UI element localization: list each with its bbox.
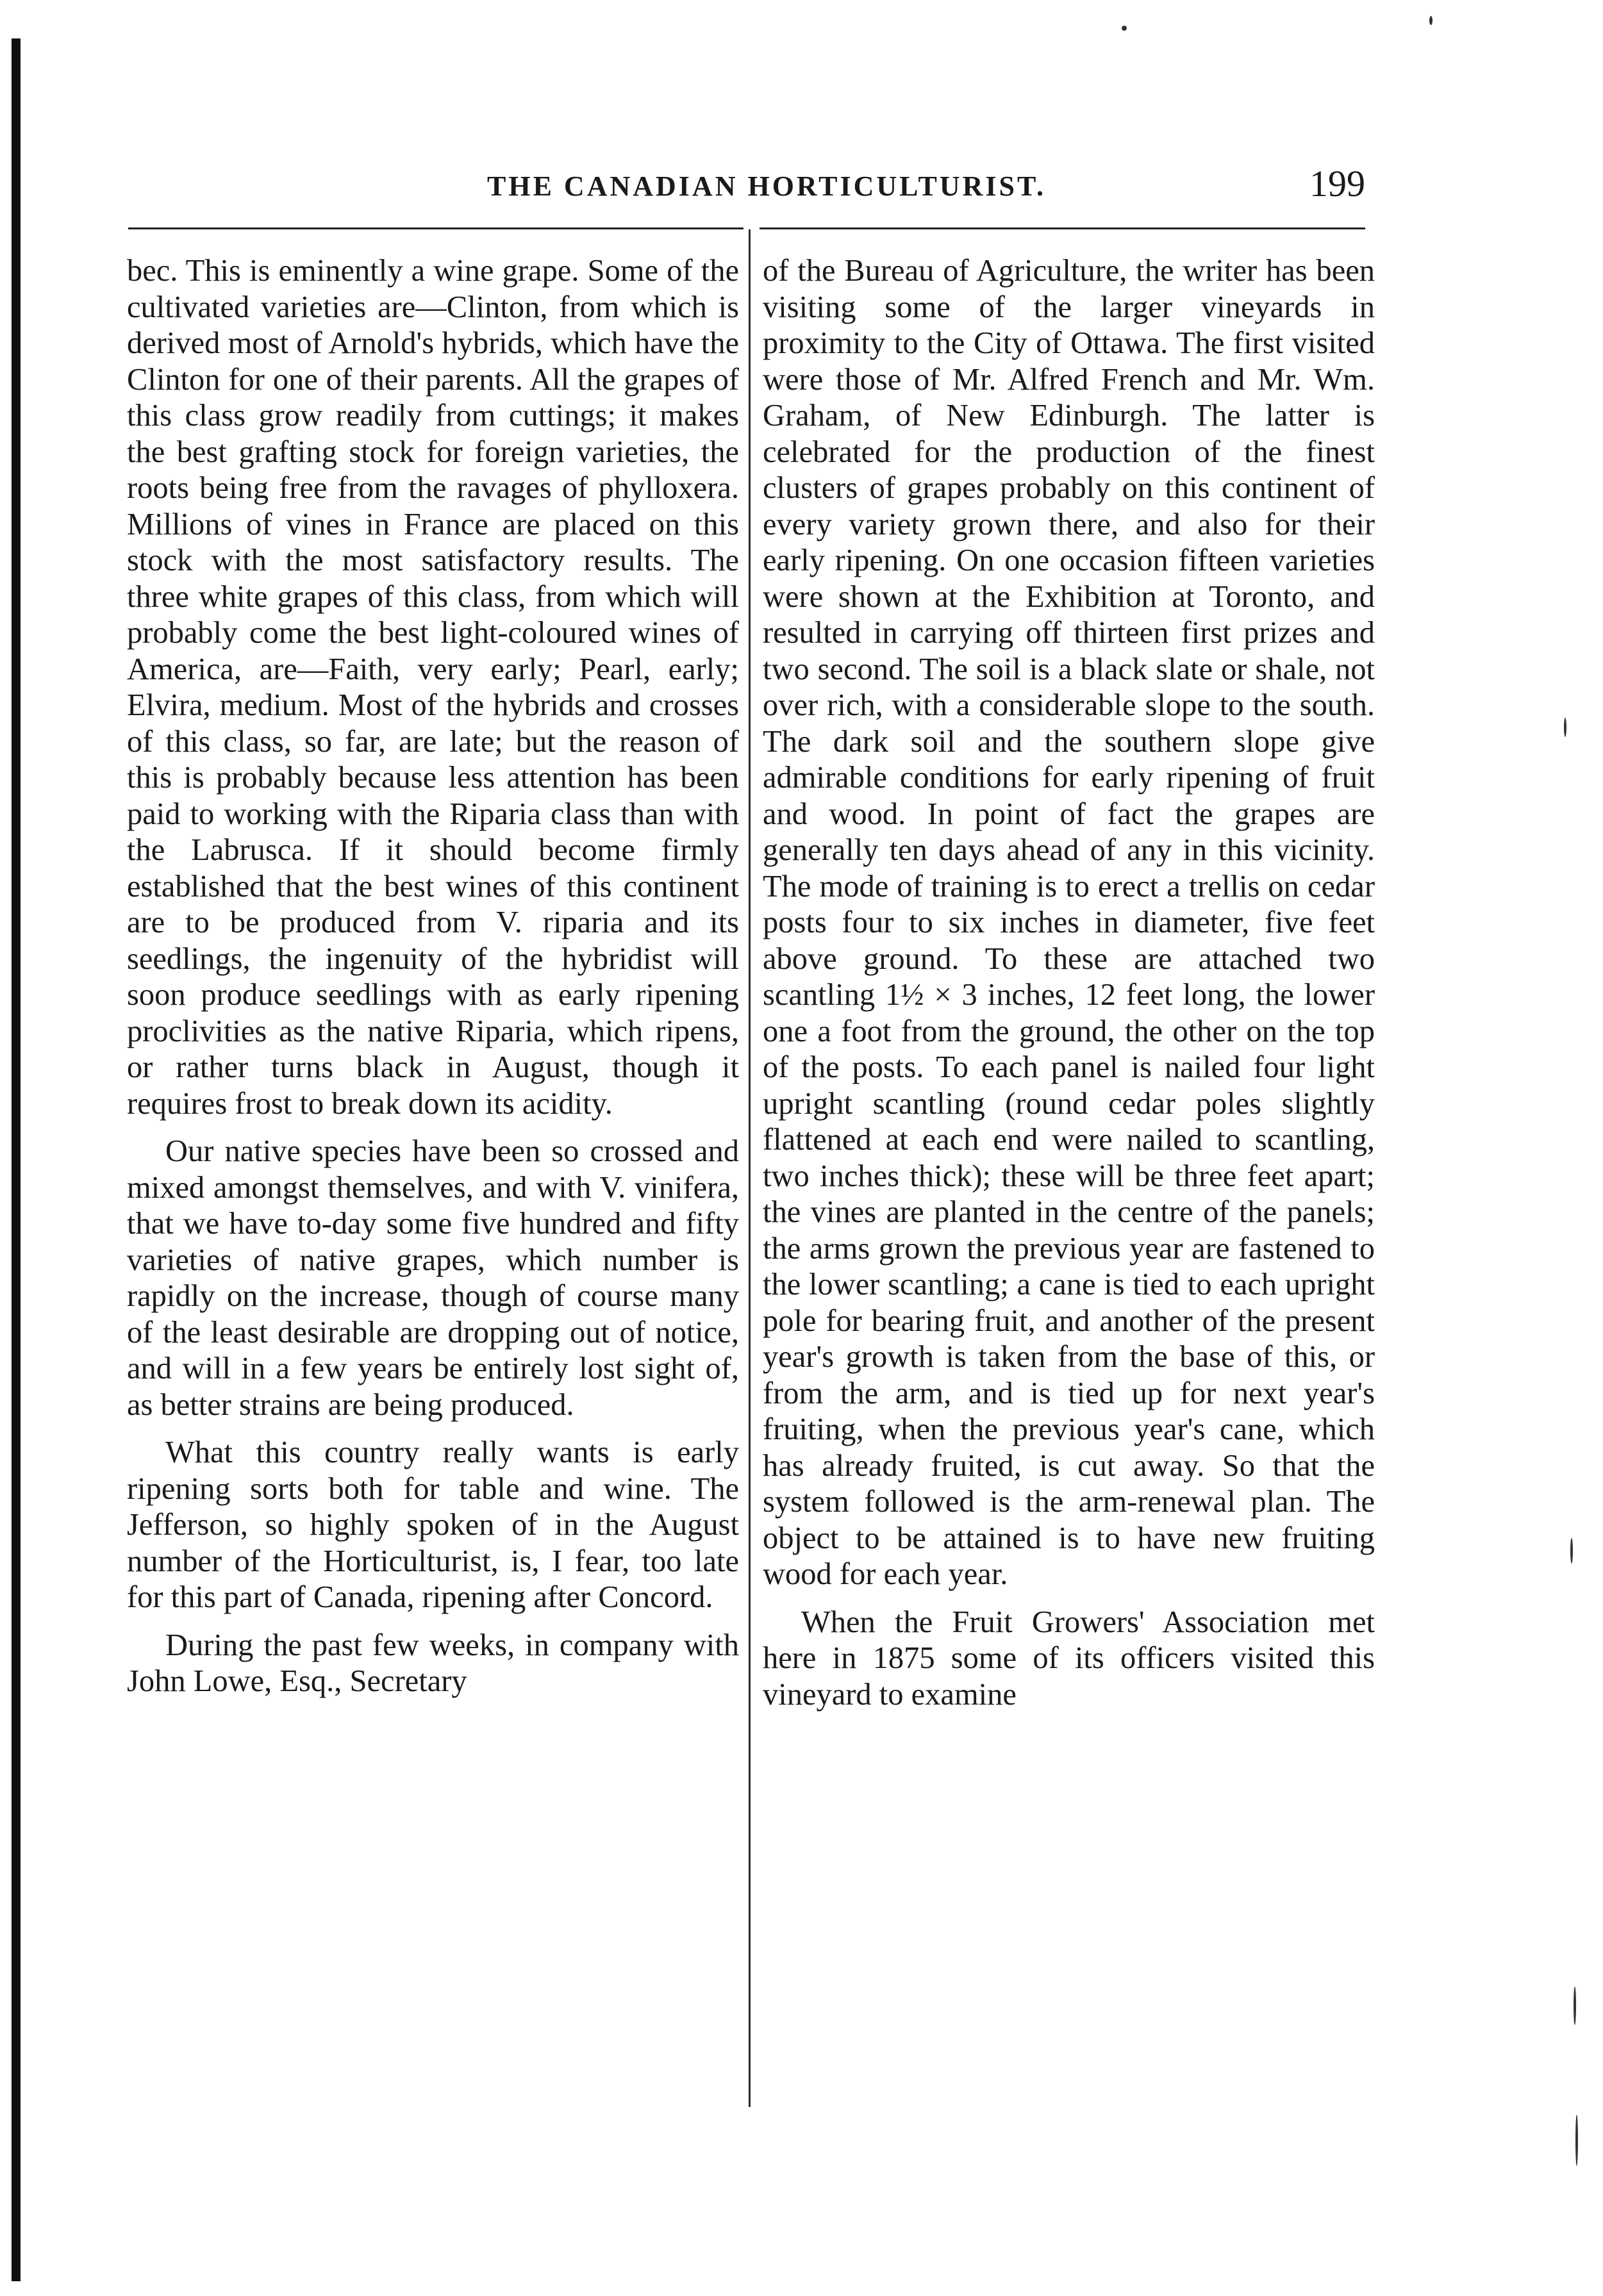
header-rule-left xyxy=(128,227,743,229)
page-number: 199 xyxy=(1309,163,1365,204)
header-rule-right xyxy=(760,227,1365,229)
page-header xyxy=(128,163,1372,215)
binding-edge xyxy=(12,38,21,2281)
column-divider xyxy=(749,229,751,2107)
paragraph: When the Fruit Growers' Association met here in 1875 some of its officers visited this vineyard to examine xyxy=(763,1605,1375,1712)
paragraph: What this country really wants is early ripening sorts both for table and wine. The Jefferson, so highly spoken of in the August number of the Horticulturist, is, I fear, too late for this part of Canada, ripening after Concord. xyxy=(127,1435,739,1614)
paragraph: Our native species have been so crossed and mixed amongst themselves, and with V. vinifera, that we have to-day some five hundred and fifty varieties of native grapes, which number is rapidly on the increase, though of course many of the least desirable are dropping out of notice, and will in a few years be entirely lost sight of, as better strains are being produced. xyxy=(127,1134,739,1422)
left-column xyxy=(127,253,739,1700)
right-column xyxy=(763,253,1375,1713)
paragraph: During the past few weeks, in company with John Lowe, Esq., Secretary xyxy=(127,1628,739,1698)
running-head: THE CANADIAN HORTICULTURIST. xyxy=(487,170,1047,202)
page-spine xyxy=(0,0,29,2296)
paragraph: bec. This is eminently a wine grape. Some of the cultivated varieties are—Clinton, from which is derived most of Arnold's hybrids, which have the Clinton for one of their parents. All the grapes of this class grow readily from cuttings; it makes the best grafting stock for foreign varieties, the roots being free from the ravages of phylloxera. Millions of vines in France are placed on this stock with the most satisfactory results. The three white grapes of this class, from which will probably come the best light-coloured wines of America, are—Faith, very early; Pearl, early; Elvira, medium. Most of the hybrids and crosses of this class, so far, are late; but the reason of this is probably because less attention has been paid to working with the Riparia class than with the Labrusca. If it should become firmly established that the best wines of this continent are to be produced from V. riparia and its seedlings, the ingenuity of the hybridist will soon produce seedlings with as early ripening proclivities as the native Riparia, which ripens, or rather turns black in August, though it requires frost to break down its acidity. xyxy=(127,254,739,1121)
paragraph: of the Bureau of Agriculture, the writer has been visiting some of the larger vineyards in proximity to the City of Ottawa. The first visited were those of Mr. Alfred French and Mr. Wm. Graham, of New Edinburgh. The latter is celebrated for the production of the finest clusters of grapes probably on this continent of every variety grown there, and also for their early ripening. On one occasion fifteen varieties were shown at the Exhibition at Toronto, and resulted in carrying off thirteen first prizes and two second. The soil is a black slate or shale, not over rich, with a considerable slope to the south. The dark soil and the southern slope give admirable conditions for early ripening of fruit and wood. In point of fact the grapes are generally ten days ahead of any in this vicinity. The mode of training is to erect a trellis on cedar posts four to six inches in diameter, five feet above ground. To these are attached two scantling 1½ × 3 inches, 12 feet long, the lower one a foot from the ground, the other on the top of the posts. To each panel is nailed four light upright scantling (round cedar poles slightly flattened at each end were nailed to scantling, two inches thick); these will be three feet apart; the vines are planted in the centre of the panels; the arms grown the previous year are fastened to the lower scantling; a cane is tied to each upright pole for bearing fruit, and another of the present year's growth is taken from the base of this, or from the arm, and is tied up for next year's fruiting, when the previous year's cane, which has already fruited, is cut away. So that the system followed is the arm-renewal plan. The object to be attained is to have new fruiting wood for each year. xyxy=(763,254,1375,1591)
